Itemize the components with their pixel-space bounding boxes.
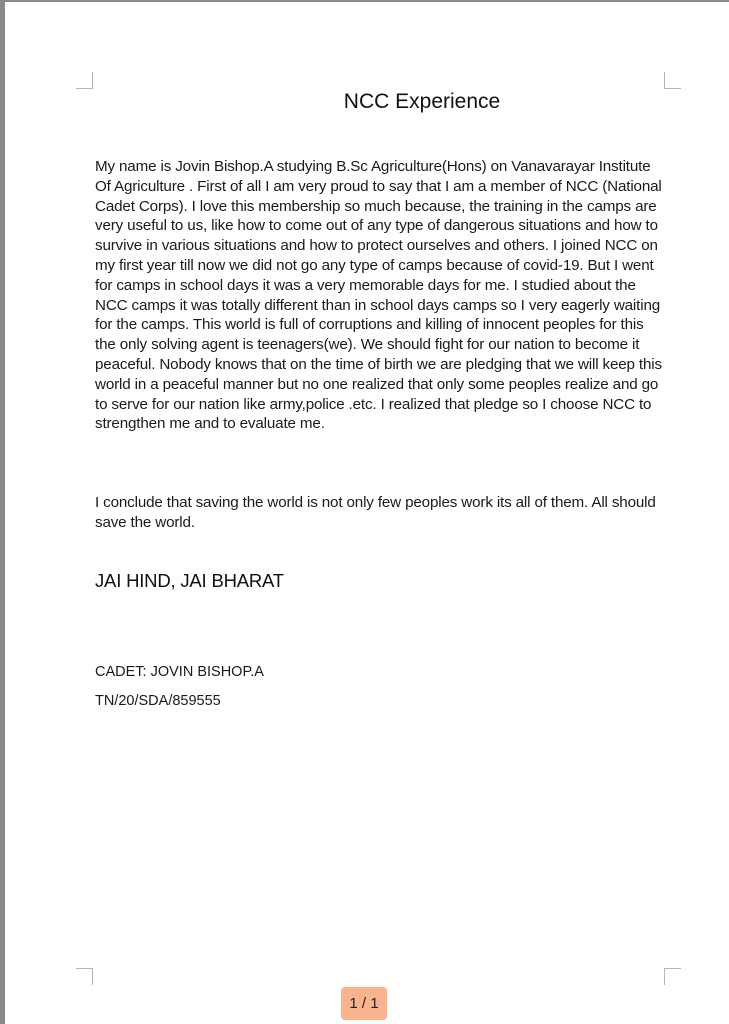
slogan: JAI HIND, JAI BHARAT: [95, 570, 284, 591]
margin-corner-top-right: [664, 72, 681, 89]
margin-corner-top-left: [76, 72, 93, 89]
page-indicator-badge[interactable]: 1 / 1: [341, 987, 387, 1020]
signature-name: CADET: JOVIN BISHOP.A: [95, 664, 264, 680]
body-paragraph-1: My name is Jovin Bishop.A studying B.Sc Agriculture(Hons) on Vanavarayar Institute Of Agriculture . First of all I am very proud to say that I am a member of NCC (National Cadet Corps). I love this membership so much because, the training in the camps are very useful to us, like how to come out of any type of dangerous situations and how to survive in various situations and how to protect ourselves and others. I joined NCC on my first year till now we did not go any type of camps because of covid-19. But I went for camps in school days it was a very memorable days for me. I studied about the NCC camps it was totally different than in school days camps so I very eagerly waiting for the camps. This world is full of corruptions and killing of innocent peoples for this the only solving agent is teenagers(we). We should fight for our nation to become it peaceful. Nobody knows that on the time of birth we are pledging that we will keep this world in a peaceful manner but no one realized that only some peoples realize and go to serve for our nation like army,police .etc. I realized that pledge so I choose NCC to strengthen me and to evaluate me.: [95, 158, 662, 433]
body-paragraph-2: I conclude that saving the world is not only few peoples work its all of them. All should save the world.: [95, 494, 656, 531]
signature-id: TN/20/SDA/859555: [95, 693, 221, 709]
margin-corner-bottom-right: [664, 968, 681, 985]
margin-corner-bottom-left: [76, 968, 93, 985]
document-title: NCC Experience: [343, 90, 501, 113]
